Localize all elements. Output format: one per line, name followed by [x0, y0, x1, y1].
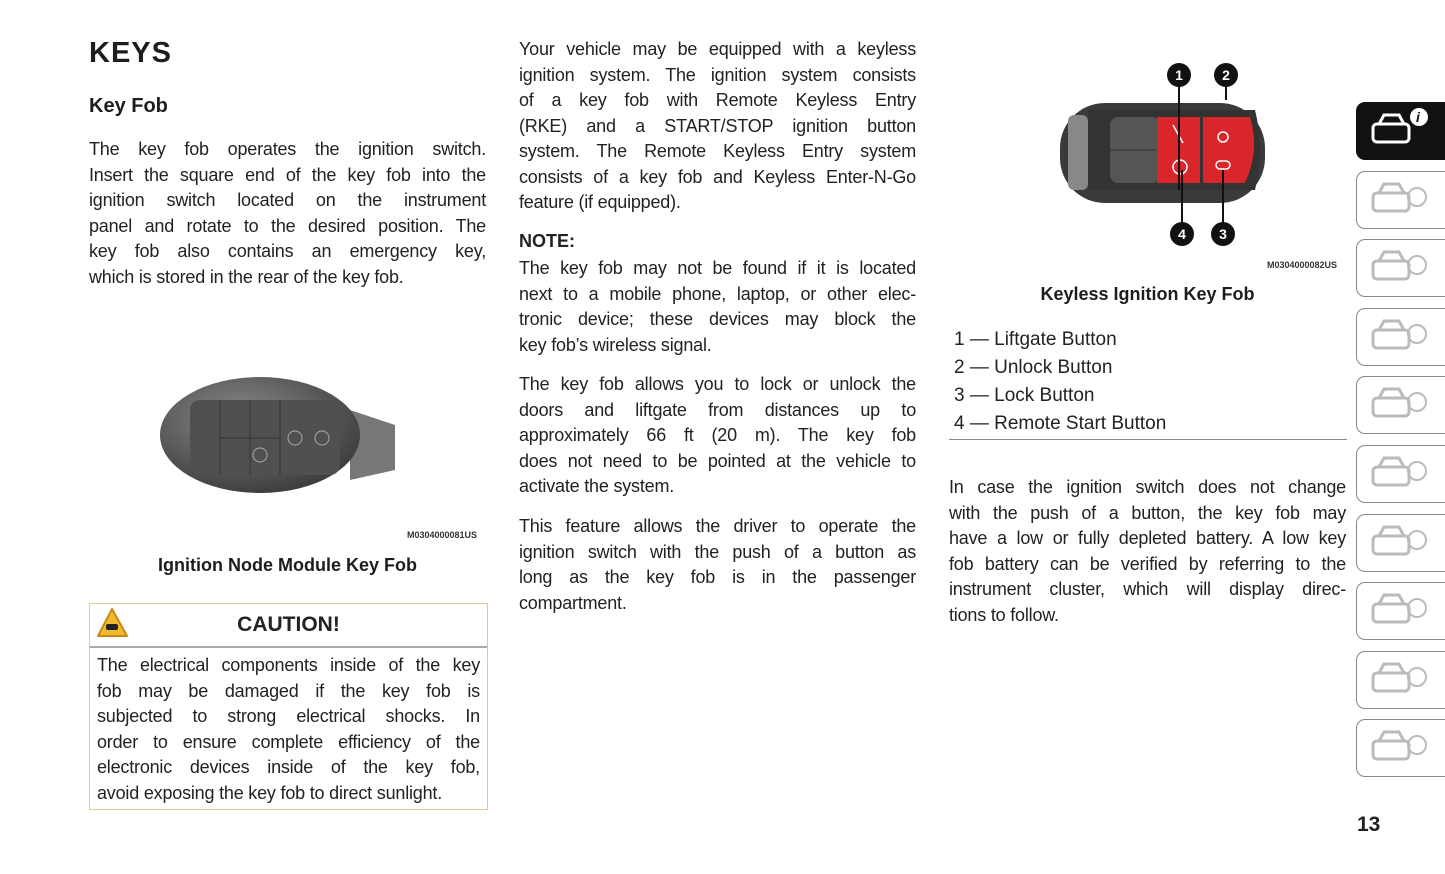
callout-lines — [1165, 60, 1240, 250]
text-line: system. The Remote Keyless Entry system — [519, 141, 916, 161]
text-line: electronic devices inside of the key fob, — [97, 757, 480, 777]
text-line: next to a mobile phone, laptop, or other elec- — [519, 283, 916, 304]
text-line: The key fob allows you to lock or unlock the — [519, 374, 916, 394]
legend-item: 1 — Liftgate Button — [954, 329, 1117, 350]
sidebar-tab-safety[interactable] — [1356, 239, 1445, 297]
text-line: does not need to be pointed at the vehicle to — [519, 450, 916, 471]
sidebar-tab-index[interactable] — [1356, 719, 1445, 777]
caution-title: CAUTION! — [237, 613, 340, 636]
legend-item: 2 — Unlock Button — [954, 357, 1113, 378]
text-line: approximately 66 ft (20 m). The key fob — [519, 425, 916, 445]
figure-caption: Ignition Node Module Key Fob — [158, 555, 417, 575]
sidebar-tab-starting-operating[interactable] — [1356, 308, 1445, 366]
text-line: doors and liftgate from distances up to — [519, 399, 916, 420]
caution-text — [97, 653, 480, 806]
text-line: consists of a key fob and Keyless Enter-N-Go — [519, 166, 916, 187]
text-line: which is stored in the rear of the key fob. — [89, 266, 404, 287]
intro-paragraph — [89, 137, 486, 290]
section-heading: Key Fob — [89, 95, 168, 117]
text-line: Insert the square end of the key fob into the — [89, 164, 486, 185]
text-line: Your vehicle may be equipped with a keyless — [519, 39, 916, 59]
sidebar-tab-multimedia[interactable] — [1356, 582, 1445, 640]
ignition-node-key-fob-image — [150, 360, 400, 500]
page-number: 13 — [1357, 813, 1381, 836]
caution-box — [89, 603, 488, 810]
text-line: In case the ignition switch does not change — [949, 477, 1346, 497]
text-line: activate the system. — [519, 476, 675, 496]
text-line: panel and rotate to the desired position. The — [89, 215, 486, 236]
text-line: key fob also contains an emergency key, — [89, 241, 486, 261]
keyless-paragraph — [519, 37, 916, 216]
text-line: fob may be damaged if the key fob is — [97, 680, 480, 701]
sidebar-tab-vehicle-info[interactable] — [1356, 102, 1445, 160]
text-line: with the push of a button, the key fob may — [949, 502, 1346, 523]
page-title: KEYS — [89, 37, 172, 69]
note-paragraph — [519, 256, 916, 358]
sidebar-tab-customer-assistance[interactable] — [1356, 651, 1445, 709]
text-line: The electrical components inside of the key — [97, 655, 480, 675]
sidebar-tab-technical-specifications[interactable] — [1356, 514, 1445, 572]
text-line: This feature allows the driver to operate the — [519, 516, 916, 536]
text-line: ignition switch located on the instrument — [89, 190, 486, 210]
note-label: NOTE: — [519, 231, 575, 251]
text-line: avoid exposing the key fob to direct sunlight. — [97, 782, 443, 803]
text-line: order to ensure complete efficiency of the — [97, 731, 480, 752]
divider — [949, 439, 1347, 440]
text-line: subjected to strong electrical shocks. In — [97, 706, 480, 726]
feature-paragraph — [519, 514, 916, 616]
figure-caption: Keyless Ignition Key Fob — [1040, 284, 1255, 304]
button-legend — [954, 326, 1166, 438]
text-line: ignition switch with the push of a button as — [519, 541, 916, 562]
callout-3: 3 — [1211, 222, 1235, 246]
battery-paragraph — [949, 475, 1346, 628]
legend-item: 3 — Lock Button — [954, 385, 1095, 406]
text-line: tronic device; these devices may block the — [519, 309, 916, 329]
svg-text:i: i — [1416, 109, 1420, 125]
text-line: The key fob operates the ignition switch. — [89, 139, 486, 159]
text-line: tions to follow. — [949, 604, 1059, 625]
text-line: compartment. — [519, 592, 627, 613]
callout-1: 1 — [1167, 63, 1191, 87]
text-line: of a key fob with Remote Keyless Entry — [519, 90, 916, 110]
text-line: instrument cluster, which will display direc- — [949, 579, 1346, 599]
text-line: (RKE) and a START/STOP ignition button — [519, 115, 916, 136]
range-paragraph — [519, 372, 916, 500]
sidebar-tab-servicing-maintenance[interactable] — [1356, 445, 1445, 503]
sidebar-tab-warning-lights-messages[interactable] — [1356, 171, 1445, 229]
text-line: feature (if equipped). — [519, 192, 681, 212]
text-line: ignition system. The ignition system consists — [519, 64, 916, 85]
sidebar-tab-emergency[interactable] — [1356, 376, 1445, 434]
text-line: The key fob may not be found if it is located — [519, 258, 916, 278]
callout-4: 4 — [1170, 222, 1194, 246]
figure-code: M0304000081US — [407, 530, 478, 540]
text-line: have a low or fully depleted battery. A low key — [949, 528, 1346, 548]
callout-2: 2 — [1214, 63, 1238, 87]
figure-code: M0304000082US — [1267, 260, 1338, 270]
text-line: long as the key fob is in the passenger — [519, 567, 916, 587]
text-line: fob battery can be verified by referring to the — [949, 553, 1346, 574]
legend-item: 4 — Remote Start Button — [954, 413, 1167, 434]
text-line: key fob’s wireless signal. — [519, 334, 712, 355]
